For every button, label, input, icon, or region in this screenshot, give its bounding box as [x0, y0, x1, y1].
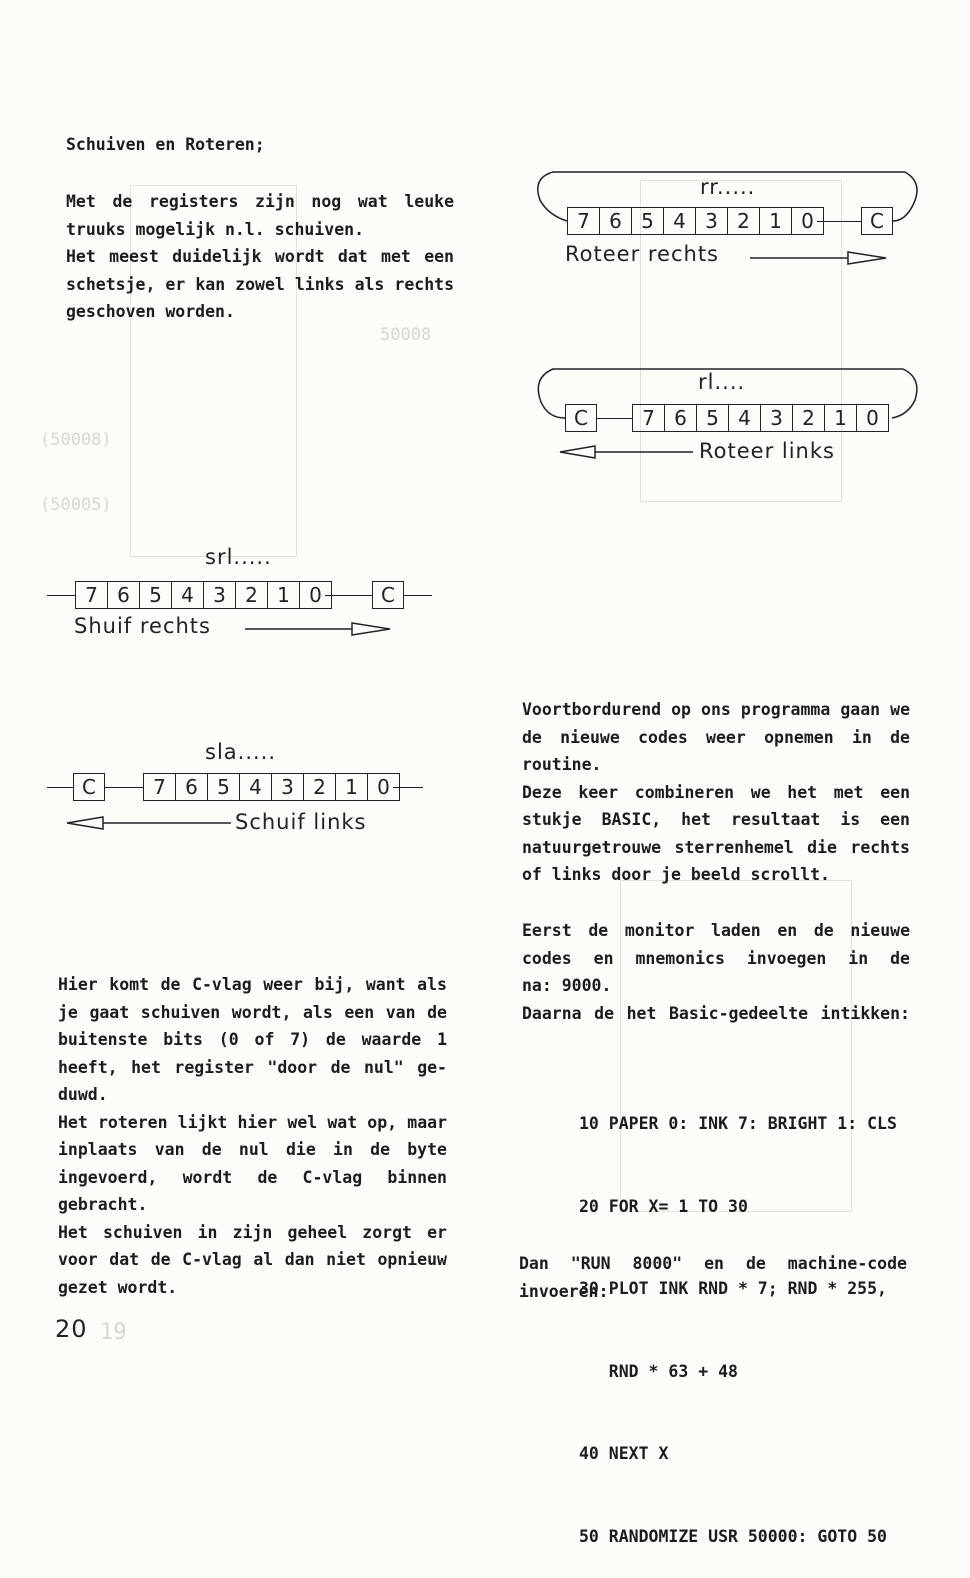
text-line: je gaat schuiven wordt, als een van de [58, 1002, 447, 1022]
code-line: 30 PLOT INK RND * 7; RND * 255, [579, 1279, 887, 1298]
monitor-instructions-paragraph [522, 917, 910, 1027]
text-line: inplaats van de nul die in de byte [58, 1140, 447, 1159]
arrow-head [560, 446, 595, 458]
bit-cell: 2 [304, 774, 336, 800]
basic-code-listing [579, 1055, 897, 1578]
bit-cell: 0 [309, 583, 322, 607]
bit-cell: 5 [697, 405, 729, 431]
bit-cell: 7 [568, 208, 600, 234]
text-line: Het roteren lijkt hier wel wat op, maar [58, 1112, 447, 1132]
bit-cell: 7 [76, 582, 108, 608]
bit-cell: 3 [696, 208, 728, 234]
bit-cell: 4 [172, 582, 204, 608]
bit-cell: 7 [633, 405, 665, 431]
arrow-head [67, 817, 103, 829]
diagram-label: srl..... [205, 545, 272, 569]
carry-flag-paragraph [58, 971, 447, 1301]
rotate-right-loop [538, 172, 917, 221]
bit-cell: 5 [140, 582, 172, 608]
diagram-label: rr..... [700, 175, 756, 199]
text-line: stukje BASIC, het resultaat is een [522, 810, 910, 829]
text-line: schetsje, er kan zowel links als rechts [66, 274, 454, 294]
program-intro-paragraph [522, 696, 910, 889]
text-line: invoeren: [519, 1281, 609, 1301]
bit-cell: 1 [760, 208, 792, 234]
text-line: gezet wordt. [58, 1277, 178, 1297]
text-line: gebracht. [58, 1195, 148, 1214]
text-line: Met de registers zijn nog wat leuke [66, 192, 454, 211]
carry-flag-box: C [73, 773, 105, 801]
bit-cell: 1 [825, 405, 857, 431]
text-line: Deze keer combineren we het met een [522, 782, 910, 802]
text-line: Het meest duidelijk wordt dat met een [66, 247, 454, 266]
code-line: 20 FOR X= 1 TO 30 [579, 1196, 748, 1216]
carry-flag-box: C [565, 404, 597, 432]
bit-cell: 0 [801, 209, 814, 233]
bit-cell: 4 [240, 774, 272, 800]
text-line: codes en mnemonics invoegen in de [522, 948, 910, 968]
text-line: truuks mogelijk n.l. schuiven. [66, 219, 365, 239]
code-line: RND * 63 + 48 [579, 1361, 738, 1381]
arrow-head [848, 252, 886, 264]
text-line: na: 9000. [522, 976, 612, 995]
text-line: buitenste bits (0 of 7) de waarde 1 [58, 1030, 447, 1049]
diagram-label: sla..... [205, 740, 277, 764]
text-line: Daarna de het Basic-gedeelte intikken: [522, 1003, 910, 1023]
text-line: duwd. [58, 1085, 108, 1104]
page-heading: Schuiven en Roteren; [66, 135, 265, 154]
bit-cell: 0 [866, 406, 879, 430]
bit-cell: 4 [729, 405, 761, 431]
carry-flag-box: C [372, 581, 404, 609]
bit-cell: 6 [176, 774, 208, 800]
text-line: geschoven worden. [66, 302, 235, 321]
bit-cell: 6 [108, 582, 140, 608]
diagram-caption: Roteer rechts [565, 242, 720, 266]
text-line: Het schuiven in zijn geheel zorgt er [58, 1222, 447, 1242]
text-line: routine. [522, 755, 602, 774]
rotate-left-loop [538, 369, 917, 418]
bit-cell: 3 [272, 774, 304, 800]
bit-cell: 0 [377, 775, 390, 799]
bit-cell: 7 [144, 774, 176, 800]
diagram-caption: Schuif links [235, 810, 367, 834]
diagram-caption: Roteer links [699, 439, 835, 463]
text-line: voor dat de C-vlag al dan niet opnieuw [58, 1250, 447, 1269]
bit-cell: 6 [665, 405, 697, 431]
bit-cell: 3 [204, 582, 236, 608]
code-line: 50 RANDOMIZE USR 50000: GOTO 50 [579, 1526, 887, 1546]
text-line: natuurgetrouwe sterrenhemel die rechts [522, 837, 910, 857]
code-line: 10 PAPER 0: INK 7: BRIGHT 1: CLS [579, 1114, 897, 1133]
carry-flag-box: C [861, 207, 893, 235]
code-line: 40 NEXT X [579, 1444, 669, 1463]
bit-cell: 2 [728, 208, 760, 234]
text-line: ingevoerd, wordt de C-vlag binnen [58, 1167, 447, 1187]
arrow-head [352, 623, 390, 635]
bit-cell: 3 [761, 405, 793, 431]
bit-cell: 2 [236, 582, 268, 608]
text-line: of links door je beeld scrollt. [522, 865, 830, 884]
text-line: Dan "RUN 8000" en de machine-code [519, 1254, 907, 1273]
bit-cell: 5 [632, 208, 664, 234]
diagram-label: rl.... [698, 370, 746, 394]
text-line: Voortbordurend op ons programma gaan we [522, 700, 910, 719]
bit-cell: 5 [208, 774, 240, 800]
bit-cell: 2 [793, 405, 825, 431]
text-line: Eerst de monitor laden en de nieuwe [522, 921, 910, 940]
bit-cell: 1 [336, 774, 368, 800]
text-line: Hier komt de C-vlag weer bij, want als [58, 975, 447, 994]
text-line: heeft, het register "door de nul" ge- [58, 1057, 447, 1077]
bit-cell: 4 [664, 208, 696, 234]
text-line: de nieuwe codes weer opnemen in de [522, 727, 910, 747]
run-instructions-paragraph [519, 1250, 907, 1305]
page-number: 20 [55, 1315, 88, 1343]
bit-cell: 6 [600, 208, 632, 234]
bit-cell: 1 [268, 582, 300, 608]
diagram-caption: Shuif rechts [74, 614, 211, 638]
